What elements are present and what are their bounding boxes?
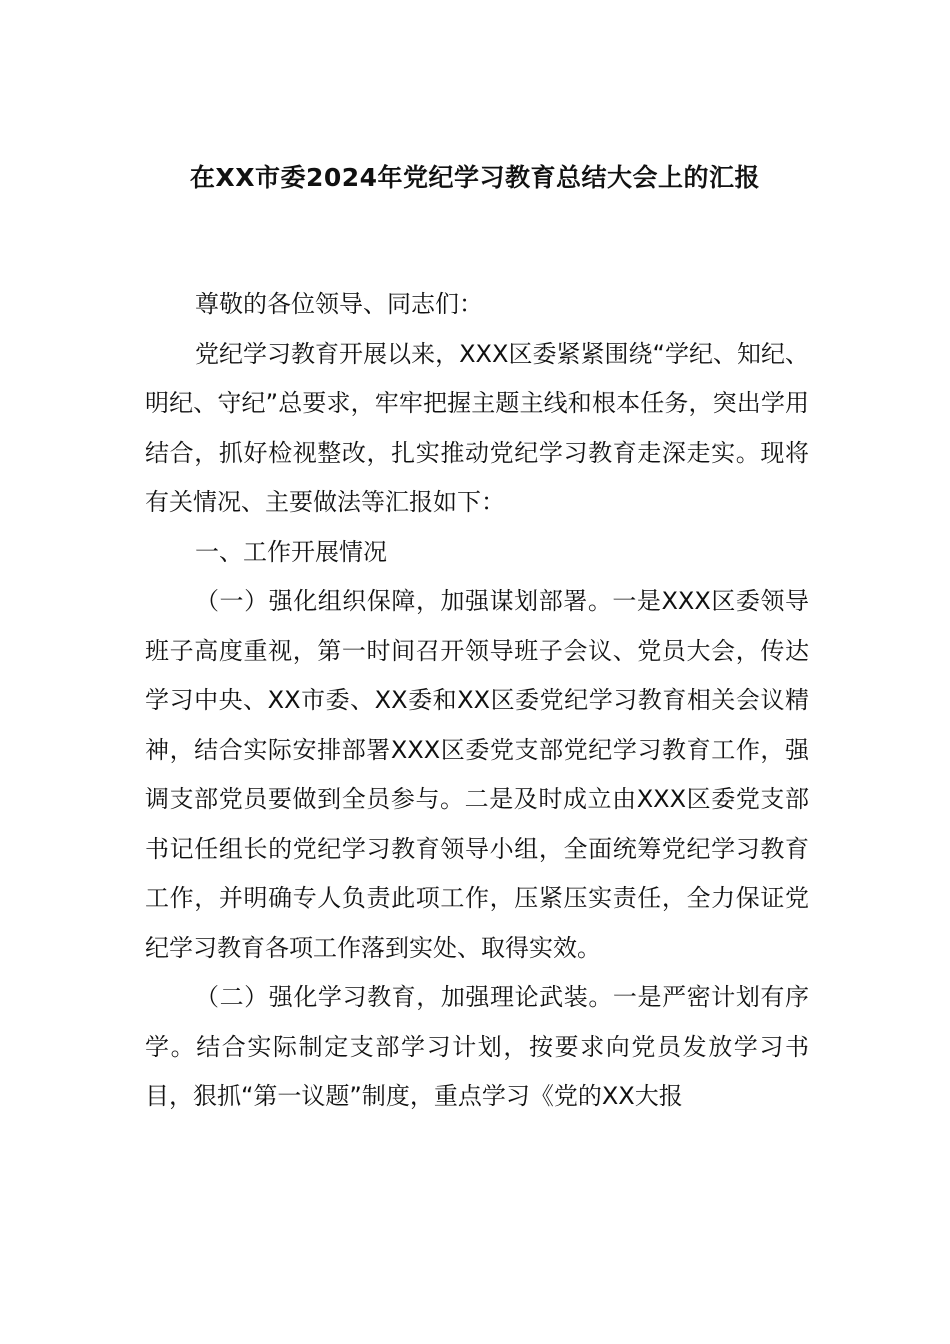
section-heading: 一、工作开展情况 — [195, 537, 387, 566]
subsection-1-paragraph: （一）强化组织保障，加强谋划部署。一是XXX区委领导班子高度重视，第一时间召开领导班子会议、党员大会，传达学习中央、XX市委、XX委和XX区委党纪学习教育相关会议精神，结合实际安排部署XXX区委党支部党纪学习教育工作，强调支部党员要做到全员参与。二是及时成立由XXX区委党支部书记任组长的党纪学习教育领导小组，全面统筹党纪学习教育工作，并明确专人负责此项工作，压紧压实责任，全力保证党纪学习教育各项工作落到实处、取得实效。 — [145, 587, 809, 962]
document-body — [145, 280, 809, 1122]
intro-paragraph: 党纪学习教育开展以来，XXX区委紧紧围绕“学纪、知纪、明纪、守纪”总要求，牢牢把握主题主线和根本任务，突出学用结合，抓好检视整改，扎实推动党纪学习教育走深走实。现将有关情况、主要做法等汇报如下： — [145, 339, 809, 516]
subsection-2-paragraph: （二）强化学习教育，加强理论武装。一是严密计划有序学。结合实际制定支部学习计划，按要求向党员发放学习书目，狠抓“第一议题”制度，重点学习《党的XX大报 — [145, 983, 809, 1110]
document-title: 在XX市委2024年党纪学习教育总结大会上的汇报 — [189, 163, 761, 192]
salutation-paragraph: 尊敬的各位领导、同志们： — [195, 290, 483, 318]
